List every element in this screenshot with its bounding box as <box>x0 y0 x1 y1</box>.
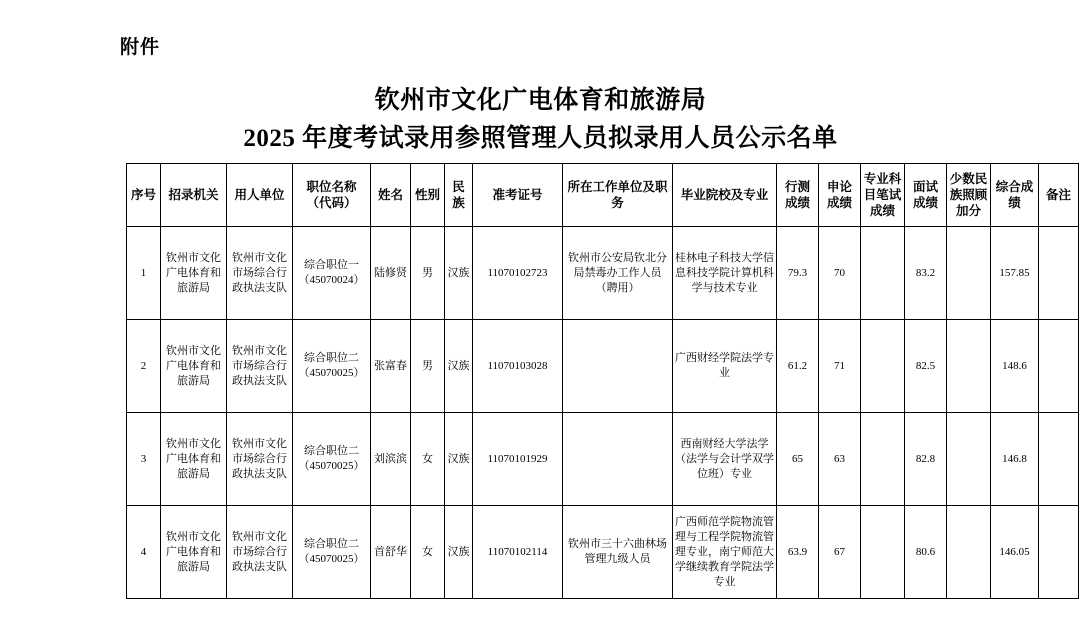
cell-shenlun: 63 <box>819 413 861 506</box>
cell-xingce: 65 <box>777 413 819 506</box>
cell-org: 钦州市文化广电体育和旅游局 <box>161 227 227 320</box>
cell-total: 146.8 <box>991 413 1039 506</box>
cell-remark <box>1039 227 1079 320</box>
cell-unit: 钦州市文化市场综合行政执法支队 <box>227 413 293 506</box>
col-header-remark: 备注 <box>1039 164 1079 227</box>
cell-interview: 82.8 <box>905 413 947 506</box>
cell-xingce: 63.9 <box>777 506 819 599</box>
col-header-card: 准考证号 <box>473 164 563 227</box>
cell-card: 11070102723 <box>473 227 563 320</box>
cell-ethnicity: 汉族 <box>445 413 473 506</box>
cell-card: 11070102114 <box>473 506 563 599</box>
cell-post: 综合职位二（45070025） <box>293 506 371 599</box>
table-row <box>127 506 1079 599</box>
cell-total: 148.6 <box>991 320 1039 413</box>
col-header-work: 所在工作单位及职务 <box>563 164 673 227</box>
col-header-org: 招录机关 <box>161 164 227 227</box>
table-row <box>127 320 1079 413</box>
col-header-school: 毕业院校及专业 <box>673 164 777 227</box>
cell-sex: 女 <box>411 506 445 599</box>
cell-minority-bonus <box>947 506 991 599</box>
cell-work <box>563 320 673 413</box>
col-header-name: 姓名 <box>371 164 411 227</box>
col-header-no: 序号 <box>127 164 161 227</box>
cell-school: 广西财经学院法学专业 <box>673 320 777 413</box>
cell-ethnicity: 汉族 <box>445 227 473 320</box>
cell-org: 钦州市文化广电体育和旅游局 <box>161 506 227 599</box>
col-header-ethnicity: 民族 <box>445 164 473 227</box>
cell-card: 11070103028 <box>473 320 563 413</box>
cell-unit: 钦州市文化市场综合行政执法支队 <box>227 506 293 599</box>
cell-work: 钦州市公安局钦北分局禁毒办工作人员（聘用） <box>563 227 673 320</box>
cell-remark <box>1039 506 1079 599</box>
cell-shenlun: 70 <box>819 227 861 320</box>
cell-professional <box>861 413 905 506</box>
cell-school: 桂林电子科技大学信息科技学院计算机科学与技术专业 <box>673 227 777 320</box>
cell-interview: 83.2 <box>905 227 947 320</box>
cell-no: 4 <box>127 506 161 599</box>
page-title-line1: 钦州市文化广电体育和旅游局 <box>374 87 707 114</box>
cell-ethnicity: 汉族 <box>445 320 473 413</box>
cell-ethnicity: 汉族 <box>445 506 473 599</box>
cell-professional <box>861 320 905 413</box>
cell-interview: 82.5 <box>905 320 947 413</box>
col-header-post: 职位名称（代码） <box>293 164 371 227</box>
cell-name: 陆修贤 <box>371 227 411 320</box>
cell-name: 刘滨滨 <box>371 413 411 506</box>
col-header-professional: 专业科目笔试成绩 <box>861 164 905 227</box>
cell-work: 钦州市三十六曲林场管理九级人员 <box>563 506 673 599</box>
cell-no: 3 <box>127 413 161 506</box>
col-header-minority-bonus: 少数民族照顾加分 <box>947 164 991 227</box>
cell-unit: 钦州市文化市场综合行政执法支队 <box>227 227 293 320</box>
cell-school: 西南财经大学法学（法学与会计学双学位班）专业 <box>673 413 777 506</box>
cell-post: 综合职位二（45070025） <box>293 413 371 506</box>
cell-sex: 男 <box>411 227 445 320</box>
attachment-label: 附件 <box>120 37 161 58</box>
cell-no: 2 <box>127 320 161 413</box>
cell-shenlun: 67 <box>819 506 861 599</box>
page-title-line2: 2025 年度考试录用参照管理人员拟录用人员公示名单 <box>243 125 838 152</box>
col-header-xingce: 行测成绩 <box>777 164 819 227</box>
cell-post: 综合职位二（45070025） <box>293 320 371 413</box>
cell-minority-bonus <box>947 320 991 413</box>
cell-org: 钦州市文化广电体育和旅游局 <box>161 320 227 413</box>
page-title <box>0 84 1081 156</box>
public-notice-table <box>126 163 1079 599</box>
cell-xingce: 61.2 <box>777 320 819 413</box>
cell-total: 157.85 <box>991 227 1039 320</box>
cell-shenlun: 71 <box>819 320 861 413</box>
cell-interview: 80.6 <box>905 506 947 599</box>
cell-org: 钦州市文化广电体育和旅游局 <box>161 413 227 506</box>
cell-no: 1 <box>127 227 161 320</box>
table-row <box>127 227 1079 320</box>
table-header-row <box>127 164 1079 227</box>
cell-xingce: 79.3 <box>777 227 819 320</box>
cell-name: 首舒华 <box>371 506 411 599</box>
col-header-interview: 面试成绩 <box>905 164 947 227</box>
cell-sex: 男 <box>411 320 445 413</box>
cell-minority-bonus <box>947 413 991 506</box>
cell-school: 广西师范学院物流管理与工程学院物流管理专业，南宁师范大学继续教育学院法学专业 <box>673 506 777 599</box>
cell-professional <box>861 227 905 320</box>
cell-professional <box>861 506 905 599</box>
cell-remark <box>1039 413 1079 506</box>
table-row <box>127 413 1079 506</box>
cell-work <box>563 413 673 506</box>
cell-minority-bonus <box>947 227 991 320</box>
cell-unit: 钦州市文化市场综合行政执法支队 <box>227 320 293 413</box>
cell-sex: 女 <box>411 413 445 506</box>
cell-post: 综合职位一（45070024） <box>293 227 371 320</box>
cell-card: 11070101929 <box>473 413 563 506</box>
cell-name: 张富春 <box>371 320 411 413</box>
cell-total: 146.05 <box>991 506 1039 599</box>
col-header-sex: 性别 <box>411 164 445 227</box>
col-header-shenlun: 申论成绩 <box>819 164 861 227</box>
cell-remark <box>1039 320 1079 413</box>
col-header-unit: 用人单位 <box>227 164 293 227</box>
col-header-total: 综合成绩 <box>991 164 1039 227</box>
